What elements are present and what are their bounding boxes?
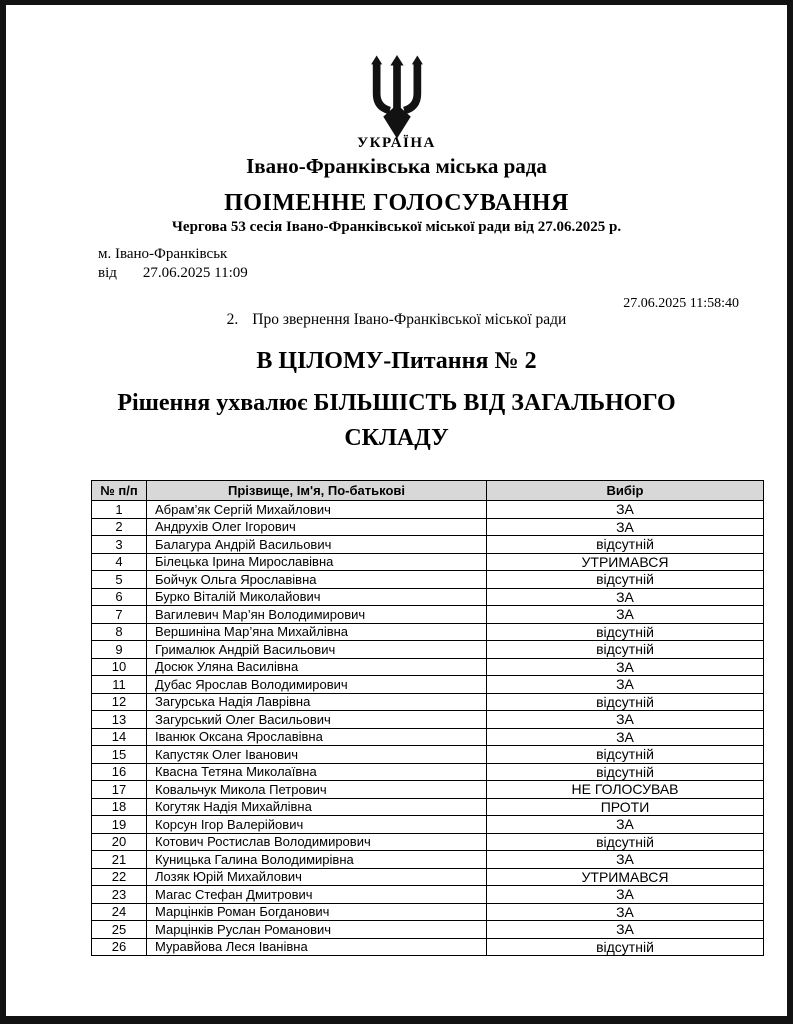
header-vote: Вибір: [487, 481, 764, 501]
cell-num: 22: [92, 868, 147, 886]
cell-name: Грималюк Андрій Васильович: [147, 641, 487, 659]
cell-name: Вагилевич Мар’ян Володимирович: [147, 606, 487, 624]
cell-name: Бойчук Ольга Ярославівна: [147, 571, 487, 589]
cell-num: 21: [92, 851, 147, 869]
cell-name: Куницька Галина Володимирівна: [147, 851, 487, 869]
cell-num: 19: [92, 816, 147, 834]
table-row: [92, 816, 764, 834]
table-row: [92, 553, 764, 571]
cell-vote: відсутній: [487, 763, 764, 781]
cell-name: Магас Стефан Дмитрович: [147, 886, 487, 904]
table-row: [92, 518, 764, 536]
table-row: [92, 868, 764, 886]
cell-vote: ЗА: [487, 851, 764, 869]
cell-name: Абрам’як Сергій Михайлович: [147, 501, 487, 519]
cell-vote: відсутній: [487, 693, 764, 711]
cell-vote: відсутній: [487, 623, 764, 641]
cell-vote: ПРОТИ: [487, 798, 764, 816]
cell-name: Ковальчук Микола Петрович: [147, 781, 487, 799]
vote-results-table: [91, 480, 764, 956]
table-row: [92, 658, 764, 676]
cell-name: Іванюк Оксана Ярославівна: [147, 728, 487, 746]
cell-name: Квасна Тетяна Миколаївна: [147, 763, 487, 781]
cell-num: 15: [92, 746, 147, 764]
cell-num: 2: [92, 518, 147, 536]
document-title: ПОІМЕННЕ ГОЛОСУВАННЯ: [224, 190, 569, 216]
cell-num: 11: [92, 676, 147, 694]
table-row: [92, 711, 764, 729]
cell-name: Бурко Віталій Миколайович: [147, 588, 487, 606]
vote-table-body: [92, 501, 764, 956]
cell-vote: ЗА: [487, 728, 764, 746]
meeting-date-row: [98, 264, 248, 283]
decision-rule: [6, 386, 787, 456]
cell-name: Білецька Ірина Мирославівна: [147, 553, 487, 571]
table-row: [92, 851, 764, 869]
table-row: [92, 763, 764, 781]
cell-vote: відсутній: [487, 571, 764, 589]
cell-num: 7: [92, 606, 147, 624]
cell-num: 26: [92, 938, 147, 956]
decision-rule-line-2: СКЛАДУ: [344, 425, 449, 451]
table-row: [92, 623, 764, 641]
cell-name: Дубас Ярослав Володимирович: [147, 676, 487, 694]
table-row: [92, 781, 764, 799]
ukraine-tryzub-icon: [364, 55, 430, 143]
cell-name: Когутяк Надія Михайлівна: [147, 798, 487, 816]
table-row: [92, 886, 764, 904]
cell-num: 9: [92, 641, 147, 659]
cell-vote: ЗА: [487, 588, 764, 606]
cell-name: Андрухів Олег Ігорович: [147, 518, 487, 536]
table-row: [92, 641, 764, 659]
cell-num: 1: [92, 501, 147, 519]
cell-name: Муравйова Леся Іванівна: [147, 938, 487, 956]
cell-num: 20: [92, 833, 147, 851]
cell-name: Марцінків Руслан Романович: [147, 921, 487, 939]
agenda-item-number: 2.: [226, 311, 239, 328]
table-row: [92, 676, 764, 694]
table-row: [92, 728, 764, 746]
agenda-item: [6, 311, 787, 329]
cell-vote: ЗА: [487, 501, 764, 519]
cell-num: 6: [92, 588, 147, 606]
cell-num: 8: [92, 623, 147, 641]
cell-vote: відсутній: [487, 641, 764, 659]
cell-vote: ЗА: [487, 816, 764, 834]
cell-vote: УТРИМАВСЯ: [487, 553, 764, 571]
cell-vote: відсутній: [487, 833, 764, 851]
table-row: [92, 693, 764, 711]
table-row: [92, 501, 764, 519]
cell-vote: ЗА: [487, 886, 764, 904]
cell-name: Марцінків Роман Богданович: [147, 903, 487, 921]
agenda-item-text: Про звернення Івано-Франківської міської ради: [252, 311, 567, 328]
meta-block: [98, 245, 248, 283]
decision-rule-line-1: Рішення ухвалює БІЛЬШІСТЬ ВІД ЗАГАЛЬНОГО: [117, 390, 676, 416]
table-row: [92, 833, 764, 851]
city-label: м. Івано-Франківськ: [98, 246, 228, 262]
cell-num: 13: [92, 711, 147, 729]
cell-num: 25: [92, 921, 147, 939]
cell-vote: ЗА: [487, 606, 764, 624]
cell-vote: ЗА: [487, 711, 764, 729]
council-name: Івано-Франківська міська рада: [246, 154, 547, 178]
table-row: [92, 588, 764, 606]
cell-name: Досюк Уляна Василівна: [147, 658, 487, 676]
table-row: [92, 903, 764, 921]
cell-num: 17: [92, 781, 147, 799]
table-row: [92, 746, 764, 764]
cell-vote: НЕ ГОЛОСУВАВ: [487, 781, 764, 799]
cell-num: 24: [92, 903, 147, 921]
header-number: № п/п: [92, 481, 147, 501]
cell-num: 5: [92, 571, 147, 589]
cell-name: Загурська Надія Лаврівна: [147, 693, 487, 711]
cell-name: Вершиніна Мар’яна Михайлівна: [147, 623, 487, 641]
table-row: [92, 606, 764, 624]
table-row: [92, 536, 764, 554]
cell-vote: ЗА: [487, 676, 764, 694]
cell-num: 18: [92, 798, 147, 816]
print-timestamp: 27.06.2025 11:58:40: [623, 296, 739, 311]
cell-name: Лозяк Юрій Михайлович: [147, 868, 487, 886]
cell-name: Загурський Олег Васильович: [147, 711, 487, 729]
table-row: [92, 921, 764, 939]
cell-vote: ЗА: [487, 921, 764, 939]
cell-name: Балагура Андрій Васильович: [147, 536, 487, 554]
cell-num: 4: [92, 553, 147, 571]
header-name: Прізвище, Ім'я, По-батькові: [147, 481, 487, 501]
cell-num: 3: [92, 536, 147, 554]
cell-num: 10: [92, 658, 147, 676]
cell-num: 23: [92, 886, 147, 904]
date-prefix-label: від: [98, 265, 117, 281]
cell-name: Котович Ростислав Володимирович: [147, 833, 487, 851]
cell-vote: УТРИМАВСЯ: [487, 868, 764, 886]
cell-vote: ЗА: [487, 658, 764, 676]
meeting-datetime: 27.06.2025 11:09: [142, 265, 248, 281]
cell-name: Корсун Ігор Валерійович: [147, 816, 487, 834]
session-subtitle: Чергова 53 сесія Івано-Франківської міської ради від 27.06.2025 р.: [171, 219, 622, 235]
cell-name: Капустяк Олег Іванович: [147, 746, 487, 764]
cell-num: 14: [92, 728, 147, 746]
cell-num: 16: [92, 763, 147, 781]
table-row: [92, 571, 764, 589]
vote-scope-title: В ЦІЛОМУ-Питання № 2: [256, 348, 537, 374]
cell-vote: відсутній: [487, 746, 764, 764]
cell-vote: відсутній: [487, 536, 764, 554]
table-header-row: [92, 481, 764, 501]
table-row: [92, 938, 764, 956]
country-label: УКРАЇНА: [357, 135, 436, 151]
cell-vote: відсутній: [487, 938, 764, 956]
cell-num: 12: [92, 693, 147, 711]
cell-vote: ЗА: [487, 518, 764, 536]
table-row: [92, 798, 764, 816]
cell-vote: ЗА: [487, 903, 764, 921]
